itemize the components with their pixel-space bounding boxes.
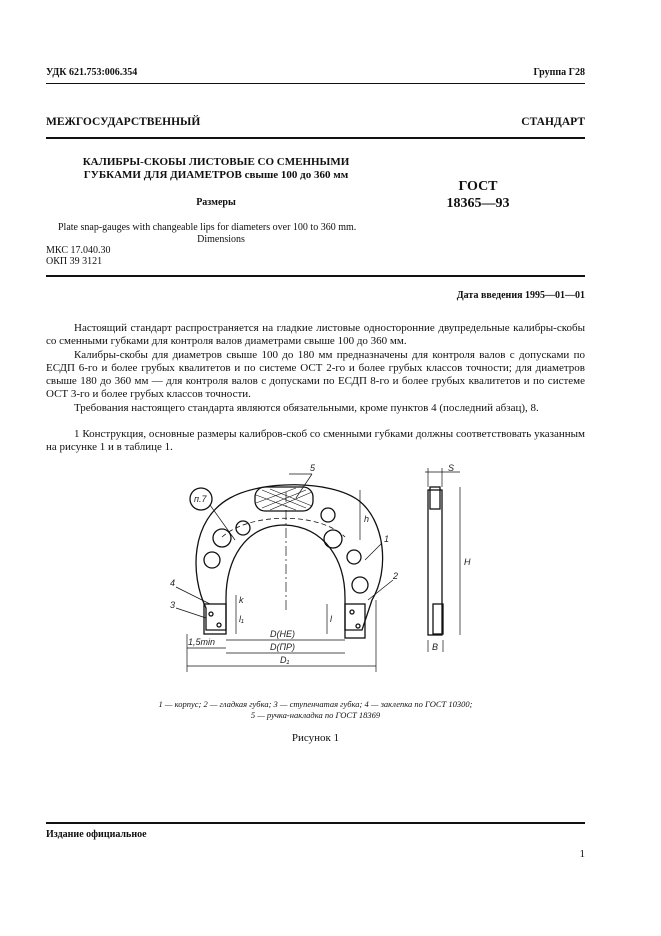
header-rule [46, 83, 585, 84]
english-title-line-2: Dimensions [197, 234, 245, 245]
mks-code: МКС 17.040.30 [46, 245, 111, 256]
label-d-pr: D(ПР) [270, 642, 296, 652]
paragraph-requirements: Требования настоящего стандарта являются обязательными, кроме пунктов 4 (последний абзац), 8. [74, 402, 539, 414]
hole-3 [324, 530, 342, 548]
title-block-rule [46, 275, 585, 277]
gost-number: 18365—93 [446, 196, 510, 211]
gost-designation [438, 178, 518, 212]
figure-label: Рисунок 1 [291, 732, 340, 744]
hole-4 [347, 550, 361, 564]
label-1: 1 [384, 534, 390, 544]
side-view-plate [428, 490, 442, 635]
title-line-1: КАЛИБРЫ-СКОБЫ ЛИСТОВЫЕ СО СМЕННЫМИ [82, 156, 350, 168]
udk-code: УДК 621.753:006.354 [46, 67, 138, 78]
document-subtitle: Размеры [196, 197, 236, 208]
caption-line-1: 1 — корпус; 2 — гладкая губка; 3 — ступенчатая губка; 4 — заклепка по ГОСТ 10300; [158, 699, 473, 709]
title-line-2: ГУБКАМИ ДЛЯ ДИАМЕТРОВ свыше 100 до 360 мм [83, 169, 349, 181]
caption-line-2: 5 — ручка-накладка по ГОСТ 18369 [250, 710, 381, 720]
label-5: 5 [310, 463, 316, 473]
label-1-5min: 1,5min [188, 637, 216, 647]
figure-1-drawing [0, 455, 661, 695]
gauge-body-outline [196, 485, 383, 630]
paragraph-application: Калибры-скобы для диаметров свыше 100 до 180 мм предназначены для контроля валов с допусками по ЕСДП 6-го и более грубых квалитетов и по системе ОСТ 2-го и более грубых классов точности; для диаметров свыше 180 до 360 мм — для контроля валов с допусками по ЕСДП 8-го и более грубых квалитетов и по системе ОСТ 3-го и более грубых классов точности. [46, 349, 585, 400]
label-s: S [448, 463, 455, 473]
label-h: h [364, 514, 370, 524]
label-d1: D₁ [280, 655, 290, 665]
label-3: 3 [170, 600, 176, 610]
gost-label: ГОСТ [458, 179, 498, 194]
okp-code: ОКП 39 3121 [46, 256, 103, 267]
label-k: k [239, 595, 244, 605]
footer-rule [46, 822, 585, 824]
figure-caption [46, 699, 585, 721]
label-d-ne: D(НЕ) [270, 629, 295, 639]
group-code: Группа Г28 [533, 67, 585, 78]
page-number: 1 [579, 848, 585, 860]
hole-1 [213, 529, 231, 547]
document-title [46, 156, 386, 182]
hole-2 [236, 521, 250, 535]
english-title-line-1: Plate snap-gauges with changeable lips for diameters over 100 to 360 mm. [58, 222, 357, 233]
label-4: 4 [170, 578, 176, 588]
label-b: B [432, 642, 439, 652]
heading-rule [46, 137, 585, 139]
hole-6 [352, 577, 368, 593]
label-p7: п.7 [194, 494, 207, 504]
paragraph-clause-1: 1 Конструкция, основные размеры калибров-скоб со сменными губками должны соответствовать указанным на рисунке 1 и в таблице 1. [46, 428, 585, 453]
label-l: l [330, 614, 332, 624]
smooth-jaw [345, 604, 365, 638]
introduction-date: Дата введения 1995—01—01 [456, 290, 585, 301]
paragraph-scope: Настоящий стандарт распространяется на гладкие листовые односторонние двупредельные калибры-скобы со сменными губками для контроля валов диаметрами свыше 100 до 360 мм. [46, 322, 585, 347]
label-big-h: H [464, 557, 471, 567]
hole-5 [204, 552, 220, 568]
hole-7 [321, 508, 335, 522]
label-2: 2 [393, 571, 399, 581]
official-edition: Издание официальное [46, 829, 147, 840]
label-l1: l₁ [239, 614, 244, 624]
interstate-standard-heading: МЕЖГОСУДАРСТВЕННЫЙ СТАНДАРТ [46, 116, 585, 128]
